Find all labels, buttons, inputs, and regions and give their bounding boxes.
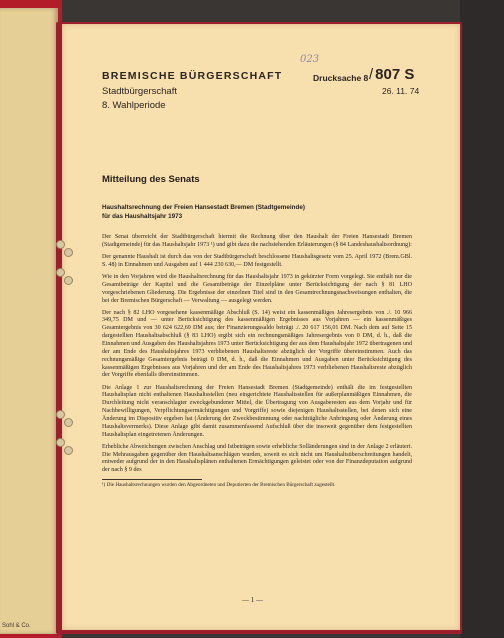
page-number: — 1 —: [242, 596, 263, 604]
previous-page-edge: [0, 8, 58, 634]
drucksache-number: / 807 S: [369, 66, 415, 83]
binder-hole: [64, 446, 73, 455]
subject-line-1: Haushaltsrechnung der Freien Hansestadt Bremen (Stadtgemeinde): [102, 204, 305, 211]
previous-page-footer: Sohl & Co.: [2, 623, 31, 629]
document-subject: [102, 204, 412, 221]
handwritten-note: 023: [300, 54, 320, 65]
paragraph-4: Der nach § 82 LHO vorgesehene kassenmäßige Abschluß (S. 14) weist ein kassenmäßiges Jahresergebnis von ./. 10 966 349,75 DM und — unter Berücksichtigung des kassenmäßigen Ergebnisses aus Vorjahren — ein kassenmäßiges Gesamtergebnis von 30 624 622,69 DM aus; der Finanzierungssaldo beträgt ./. 20 617 156,01 DM. Nach dem auf Seite 15 dargestellten Haushaltsabschluß (§ 83 LHO) ergibt sich ein rechnungsmäßiges Jahresergebnis von 0 DM, d. h., daß die Einnahmen und Ausgaben des Haushaltsjahres 1973 unter Berücksichtigung der aus dem Haushaltsjahr 1972 übertragenen und der am Ende des Haushaltsjahres 1973 verbliebenen Haushaltsreste abzüglich der Vorgriffe übereinstimmen. Auch das rechnungsmäßige Gesamtergebnis beträgt 0 DM, d. h., daß die Einnahmen und Ausgaben unter Berücksichtigung des kassenmäßigen Ergebnisses aus Vorjahren und der am Ende des Haushaltsjahres 1973 verbliebenen Haushaltsreste abzüglich der Vorgriffe ebenfalls übereinstimmen.: [102, 309, 412, 379]
binder-hole: [56, 240, 65, 249]
drucksache-label: Drucksache 8: [313, 73, 369, 83]
document-date: 26. 11. 74: [382, 86, 420, 96]
binder-hole: [56, 410, 65, 419]
binder-holes-upper: [56, 240, 72, 262]
binder-hole: [64, 418, 73, 427]
legislative-period: 8. Wahlperiode: [102, 100, 166, 111]
document-body: [102, 234, 412, 493]
subject-line-2: für das Haushaltsjahr 1973: [102, 212, 183, 220]
paragraph-2: Der genannte Haushalt ist durch das von der Stadtbürgerschaft beschlossene Haushaltsgesetz vom 25. April 1972 (Brem.GBl. S. 48) in Einnahmen und Ausgaben auf 1 444 230 630,— DM festgestellt.: [102, 253, 412, 268]
parliament-name: BREMISCHE BÜRGERSCHAFT: [102, 70, 283, 82]
binder-holes-lower-2: [56, 438, 72, 460]
binder-hole: [56, 268, 65, 277]
footnote: ¹) Die Haushaltsrechnungen wurden den Abgeordneten und Deputierten der Bremischen Bürgerschaft zugestellt.: [102, 482, 336, 489]
footnote-rule: [102, 479, 202, 480]
paragraph-5: Die Anlage 1 zur Haushaltsrechnung der Freien Hansestadt Bremen (Stadtgemeinde) enthält die im festgestellten Haushaltsplan nicht enthaltenen Haushaltsstellen (neu eingerichtete Haushaltsstellen für außerplanmäßigen Einnahmen, die Durchleitung nicht veranschlagter zweckgebundener Mittel, die Übertragung von Ausgaberesten aus dem Vorjahr und für Nachbewilligungen, Verpflichtungsermächtigungen und Vorgriffe) sowie diejenigen Haushaltsstellen, bei denen sich eine Änderung im Dispositiv ergeben hat (Änderung der Zweckbestimmung oder nachträgliche Anbringung oder Änderung eines Haushaltsvermerks). Diese Anlage gibt damit zusammenfassend Aufschluß über die insoweit gegenüber dem festgestellten Haushaltsplan eingetretenen Änderungen.: [102, 384, 412, 438]
folder-background-right: [460, 0, 504, 638]
paragraph-6: Erhebliche Abweichungen zwischen Anschlag und Istbeträgen sowie erhebliche Solländerungen sind in der Anlage 2 erläutert. Die Mehrausgaben gegenüber den Haushaltsanschlägen wurden, soweit es sich nicht um Haushaltsüberschreitungen handelt, entweder aufgrund der in den Haushaltsplänen enthaltenen Ermächtigungen geleistet oder von der Finanzdeputation aufgrund der nach § 9 des: [102, 443, 412, 474]
binder-holes-upper-2: [56, 268, 72, 290]
binder-hole: [56, 438, 65, 447]
paragraph-3: Wie in den Vorjahren wird die Haushaltsrechnung für das Haushaltsjahr 1973 in gekürzter Form vorgelegt. Sie enthält nur die Gesamtbeträge der Kapitel und die Gesamtbeträge der Einzelpläne unter Berücksichtigung der nach § 81 LHO vorgeschriebenen Gliederung. Die Ergebnisse der einzelnen Titel sind in den Gesamtrechnungsnachweisungen enthalten, die bei der Bremischen Bürgerschaft — Verwaltung — ausgelegt werden.: [102, 273, 412, 304]
binder-hole: [64, 276, 73, 285]
drucksache-number-value: 807 S: [375, 66, 415, 83]
binder-holes-lower: [56, 410, 72, 432]
binder-hole: [64, 248, 73, 257]
document-title: Mitteilung des Senats: [102, 174, 200, 185]
house-name: Stadtbürgerschaft: [102, 86, 177, 97]
paragraph-1: Der Senat überreicht der Stadtbürgerschaft hiermit die Rechnung über den Haushalt der Freien Hansestadt Bremen (Stadtgemeinde) für das Haushaltsjahr 1973 ¹) und gibt dazu die nachstehenden Erläuterungen (§ 84 Landeshaushaltsordnung):: [102, 234, 412, 248]
document-page: [62, 24, 460, 630]
